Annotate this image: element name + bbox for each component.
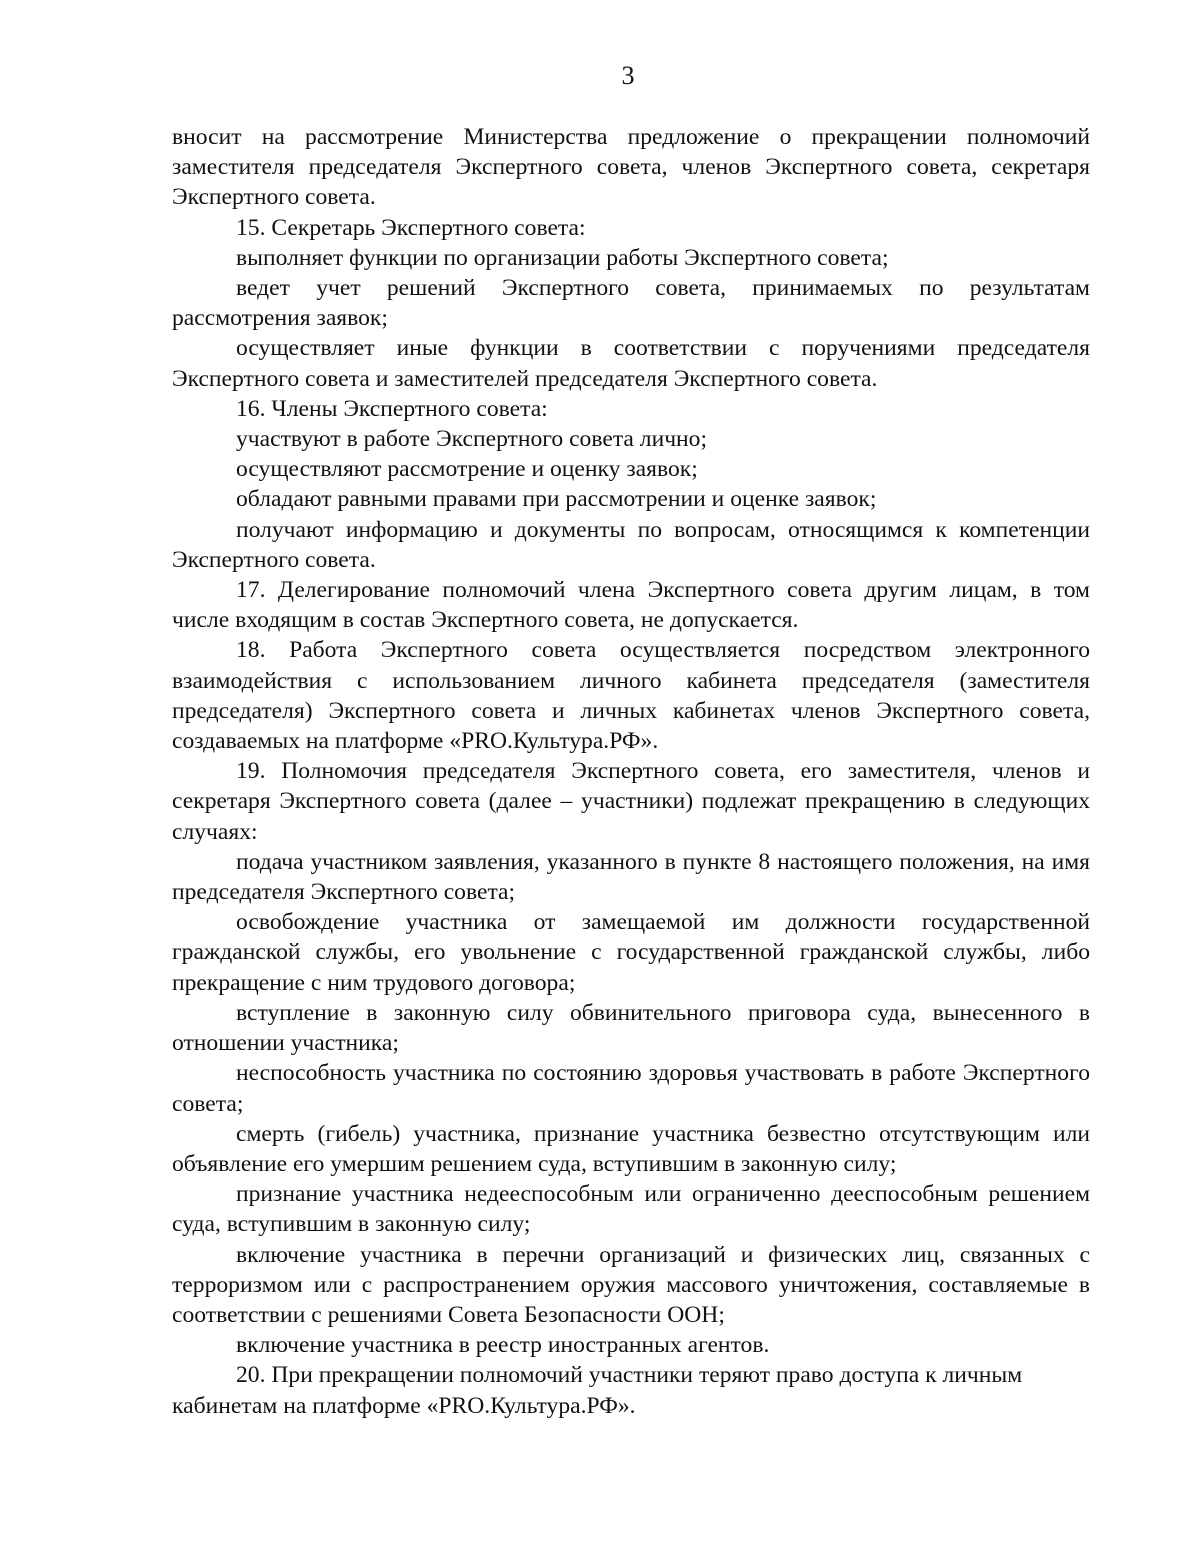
paragraph: 20. При прекращении полномочий участники теряют право доступа к личным кабинетам на платформе «PRO.Культура.РФ». [172,1362,1023,1419]
paragraph: 15. Секретарь Экспертного совета: [236,214,586,241]
paragraph: участвуют в работе Экспертного совета лично; [236,426,708,453]
paragraph: 16. Члены Экспертного совета: [236,395,548,422]
page-number: 3 [621,61,635,90]
paragraph: 17. Делегирование полномочий члена Экспертного совета другим лицам, в том числе входящим в состав Экспертного совета, не допускается. [172,577,1090,634]
paragraph: обладают равными правами при рассмотрении и оценке заявок; [236,486,877,513]
paragraph: 18. Работа Экспертного совета осуществляется посредством электронного взаимодействия с использованием личного кабинета председателя (заместителя председателя) Экспертного совета и личных кабинетах членов Экспертного совета, создаваемых на платформе «PRO.Культура.РФ». [172,637,1090,755]
paragraph: осуществляет иные функции в соответствии с поручениями председателя Экспертного совета и заместителей председателя Экспертного совета. [172,335,1090,392]
paragraph: выполняет функции по организации работы Экспертного совета; [236,244,889,271]
paragraph: вносит на рассмотрение Министерства предложение о прекращении полномочий заместителя председателя Экспертного совета, членов Экспертного совета, секретаря Экспертного совета. [172,124,1090,211]
paragraph: получают информацию и документы по вопросам, относящимся к компетенции Экспертного совета. [172,516,1090,573]
paragraph: признание участника недееспособным или ограниченно дееспособным решением суда, вступившим в законную силу; [172,1181,1090,1238]
paragraph: подача участником заявления, указанного в пункте 8 настоящего положения, на имя председателя Экспертного совета; [172,848,1090,906]
paragraph: вступление в законную силу обвинительного приговора суда, вынесенного в отношении участника; [172,999,1090,1057]
document-body [172,122,1090,1421]
paragraph: осуществляют рассмотрение и оценку заявок; [236,456,698,483]
paragraph: смерть (гибель) участника, признание участника безвестно отсутствующим или объявление его умершим решением суда, вступившим в законную силу; [172,1120,1090,1177]
paragraph: неспособность участника по состоянию здоровья участвовать в работе Экспертного совета; [172,1060,1090,1117]
paragraph: включение участника в реестр иностранных агентов. [236,1332,770,1359]
paragraph: ведет учет решений Экспертного совета, принимаемых по результатам рассмотрения заявок; [172,275,1090,332]
paragraph: 19. Полномочия председателя Экспертного совета, его заместителя, членов и секретаря Экспертного совета (далее – участники) подлежат прекращению в следующих случаях: [172,758,1090,845]
paragraph: освобождение участника от замещаемой им должности государственной гражданской службы, его увольнение с государственной гражданской службы, либо прекращение с ним трудового договора; [172,909,1090,996]
paragraph: включение участника в перечни организаций и физических лиц, связанных с терроризмом или с распространением оружия массового уничтожения, составляемые в соответствии с решениями Совета Безопасности ООН; [172,1241,1090,1328]
